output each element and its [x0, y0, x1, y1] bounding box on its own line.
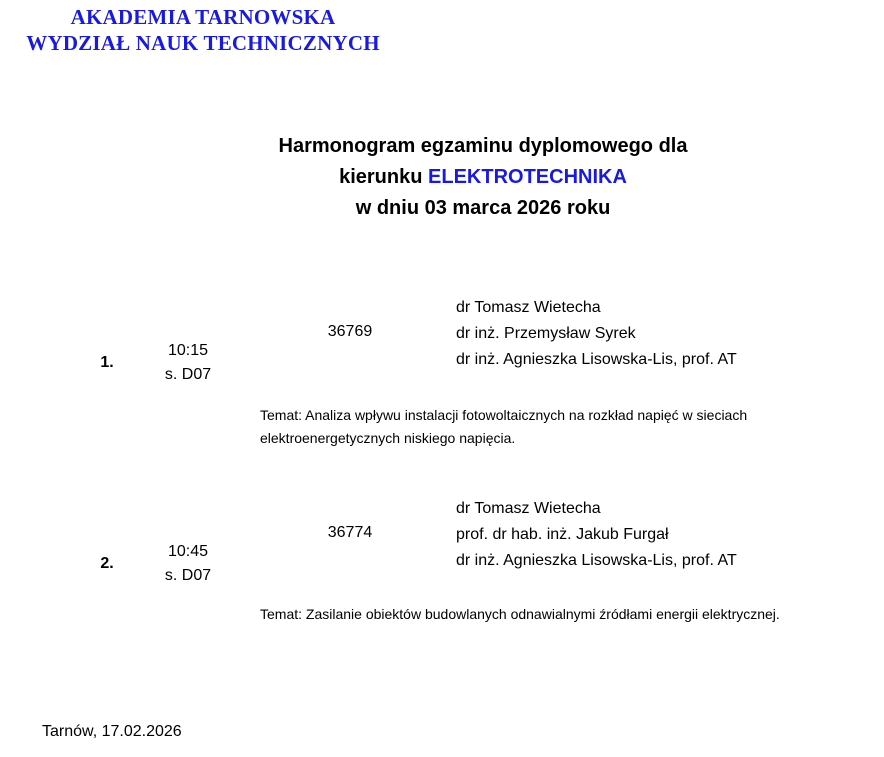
committee-member: dr Tomasz Wietecha [456, 299, 601, 316]
field-of-study: ELEKTROTECHNIKA [428, 166, 627, 188]
committee-list [456, 496, 737, 574]
entry-number: 2. [100, 555, 114, 572]
title-line-2 [180, 162, 786, 193]
entry-room: s. D07 [164, 366, 212, 383]
thesis-topic: Temat: Analiza wpływu instalacji fotowoltaicznych na rozkład napięć w sieciach elektroenergetycznych niskiego napięcia. [260, 407, 748, 446]
institution-name: AKADEMIA TARNOWSKA [70, 5, 336, 29]
committee-member: dr inż. Przemysław Syrek [456, 325, 636, 342]
title-prefix: kierunku [339, 166, 429, 188]
committee-member: prof. dr hab. inż. Jakub Furgał [456, 526, 669, 543]
entry-time: 10:45 [167, 543, 209, 560]
student-id: 36774 [327, 524, 373, 541]
entry-number: 1. [100, 354, 114, 371]
faculty-name: WYDZIAŁ NAUK TECHNICZNYCH [26, 31, 380, 55]
committee-list [456, 295, 737, 373]
thesis-topic: Temat: Zasilanie obiektów budowlanych odnawialnymi źródłami energii elektrycznej. [260, 606, 780, 622]
title-line-3: w dniu 03 marca 2026 roku [355, 197, 611, 219]
entry-time: 10:15 [167, 342, 209, 359]
institution-header [0, 4, 406, 56]
committee-member: dr inż. Agnieszka Lisowska-Lis, prof. AT [456, 351, 737, 368]
document-title [180, 131, 786, 224]
place-date: Tarnów, 17.02.2026 [42, 723, 182, 740]
title-line-1: Harmonogram egzaminu dyplomowego dla [278, 135, 688, 157]
committee-member: dr Tomasz Wietecha [456, 500, 601, 517]
entry-room: s. D07 [164, 567, 212, 584]
student-id: 36769 [327, 323, 373, 340]
committee-member: dr inż. Agnieszka Lisowska-Lis, prof. AT [456, 552, 737, 569]
entry-time-room [138, 540, 238, 588]
entry-time-room [138, 339, 238, 387]
